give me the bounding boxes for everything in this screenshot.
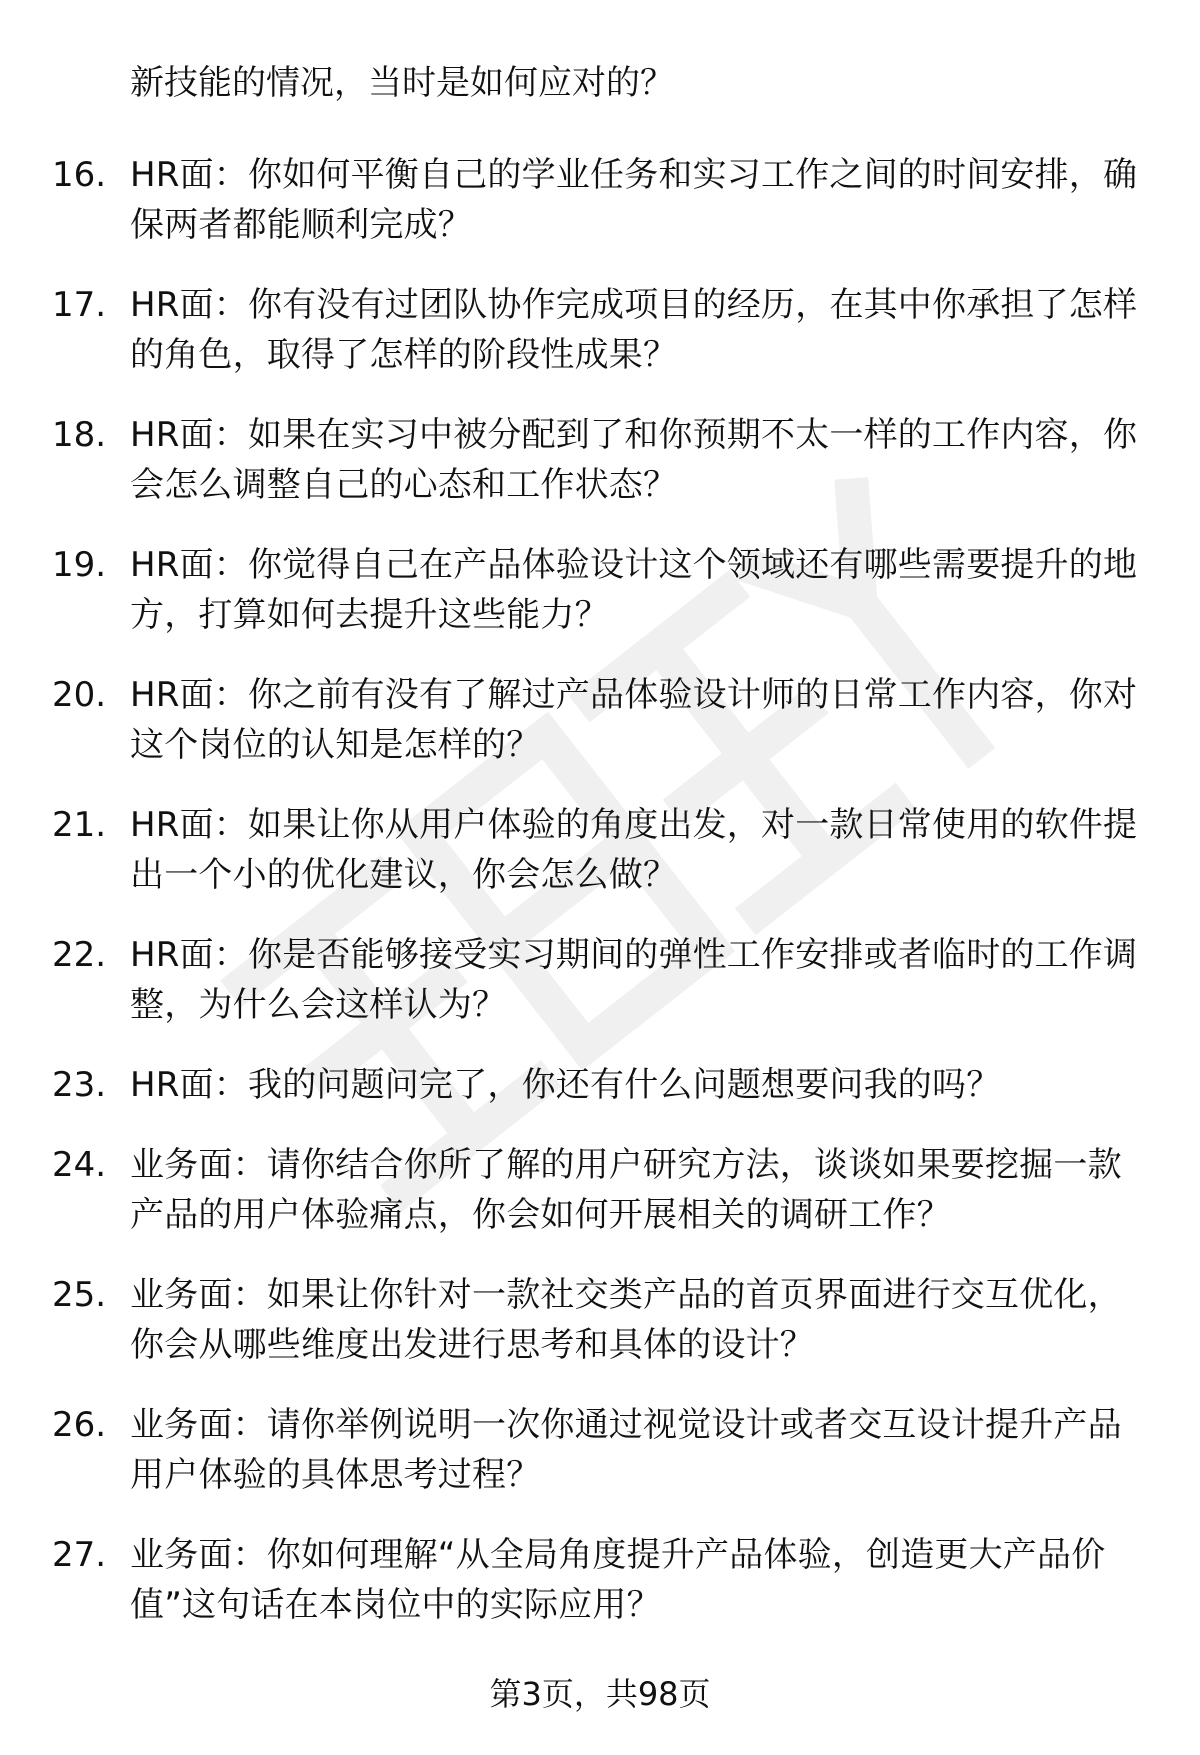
question-text: HR面：你觉得自己在产品体验设计这个领域还有哪些需要提升的地方，打算如何去提升这些能力？: [130, 545, 1138, 635]
question-text: 业务面：你如何理解“从全局角度提升产品体验，创造更大产品价值”这句话在本岗位中的实际应用？: [130, 1535, 1106, 1625]
question-text: HR面：我的问题问完了，你还有什么问题想要问我的吗？: [130, 1065, 1001, 1105]
question-text: HR面：你如何平衡自己的学业任务和实习工作之间的时间安排，确保两者都能顺利完成？: [130, 155, 1138, 245]
question-number: 27.: [52, 1535, 107, 1575]
question-number: 21.: [52, 805, 107, 845]
question-list: [0, 150, 1200, 1660]
list-item: [0, 1060, 1200, 1140]
list-item: [0, 800, 1200, 930]
list-item: [0, 540, 1200, 670]
question-number: 22.: [52, 935, 107, 975]
question-number: 20.: [52, 675, 107, 715]
question-text: HR面：你有没有过团队协作完成项目的经历，在其中你承担了怎样的角色，取得了怎样的阶段性成果？: [130, 285, 1138, 375]
list-item: [0, 1400, 1200, 1530]
question-number: 17.: [52, 285, 107, 325]
page-number-footer: 第3页，共98页: [489, 1675, 711, 1713]
question-number: 23.: [52, 1065, 107, 1105]
question-text: HR面：你是否能够接受实习期间的弹性工作安排或者临时的工作调整，为什么会这样认为？: [130, 935, 1138, 1025]
question-number: 19.: [52, 545, 107, 585]
list-item: [0, 150, 1200, 280]
list-item: [0, 670, 1200, 800]
list-item: [0, 1270, 1200, 1400]
question-number: 25.: [52, 1275, 107, 1315]
continued-question-text: 新技能的情况，当时是如何应对的？: [130, 63, 674, 103]
question-text: 业务面：请你举例说明一次你通过视觉设计或者交互设计提升产品用户体验的具体思考过程？: [130, 1405, 1122, 1495]
list-item: [0, 410, 1200, 540]
list-item: [0, 1140, 1200, 1270]
question-text: HR面：如果在实习中被分配到了和你预期不太一样的工作内容，你会怎么调整自己的心态和工作状态？: [130, 415, 1138, 505]
question-number: 24.: [52, 1145, 107, 1185]
question-text: HR面：如果让你从用户体验的角度出发，对一款日常使用的软件提出一个小的优化建议，你会怎么做？: [130, 805, 1138, 895]
question-number: 26.: [52, 1405, 107, 1445]
list-item: [0, 1530, 1200, 1660]
question-number: 18.: [52, 415, 107, 455]
question-number: 16.: [52, 155, 107, 195]
list-item: [0, 930, 1200, 1060]
question-text: HR面：你之前有没有了解过产品体验设计师的日常工作内容，你对这个岗位的认知是怎样的？: [130, 675, 1138, 765]
list-item: [0, 280, 1200, 410]
question-text: 业务面：如果让你针对一款社交类产品的首页界面进行交互优化，你会从哪些维度出发进行思考和具体的设计？: [130, 1275, 1122, 1365]
question-text: 业务面：请你结合你所了解的用户研究方法，谈谈如果要挖掘一款产品的用户体验痛点，你会如何开展相关的调研工作？: [130, 1145, 1122, 1235]
